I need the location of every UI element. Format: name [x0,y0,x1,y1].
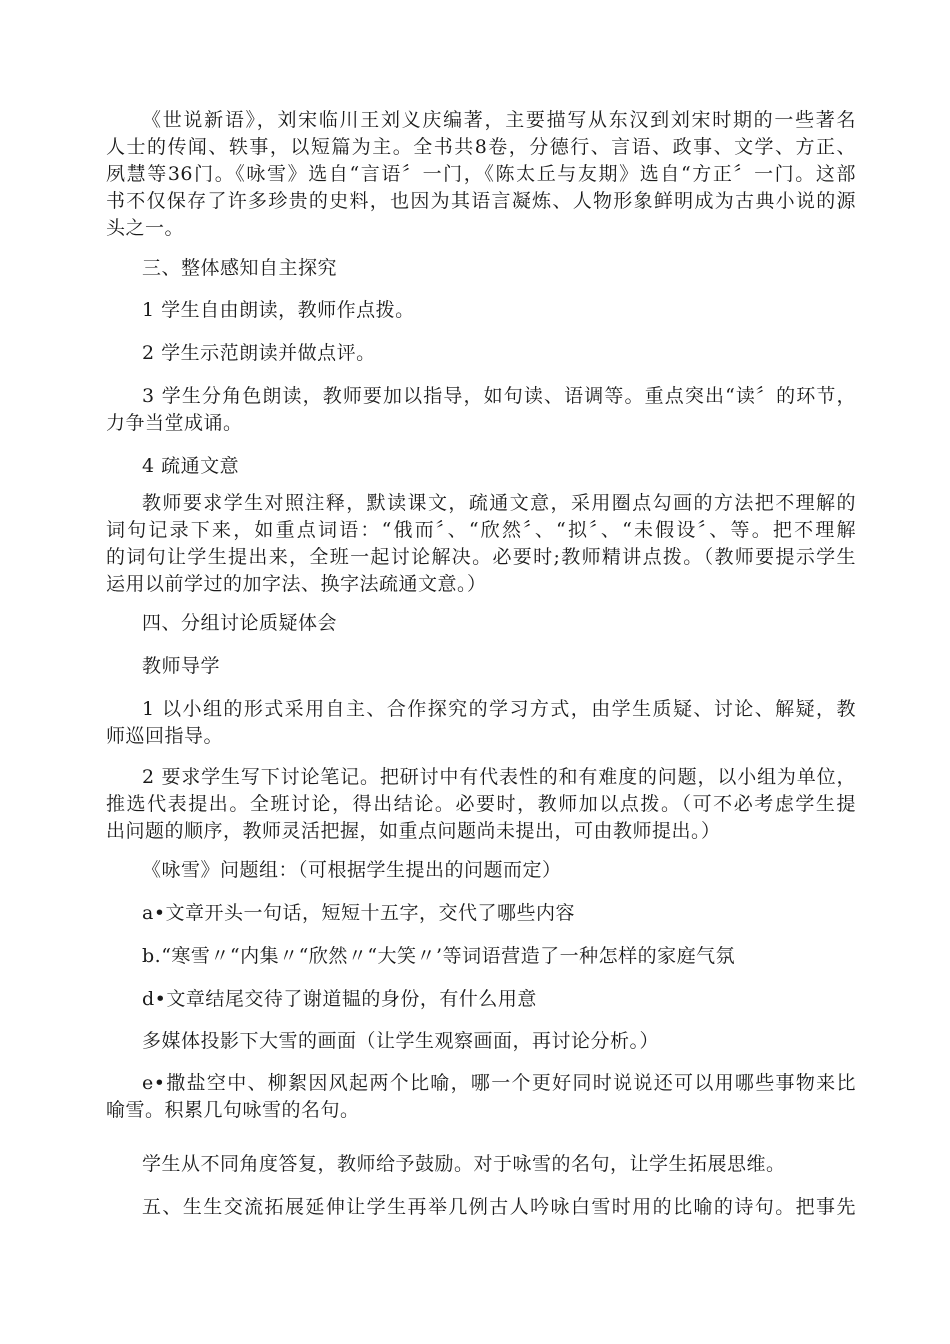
paragraph-student-answers [106,1151,856,1178]
text-line: 五、生生交流拓展延伸让学生再举几例古人吟咏白雪时用的比喻的诗句。把事先 [142,1196,856,1218]
text-line: 多媒体投影下大雪的画面（让学生观察画面，再讨论分析。） [142,1030,660,1052]
paragraph-question-b [106,943,856,970]
paragraph-multimedia [106,1028,856,1055]
paragraph-intro-shishuoxinyu [106,107,856,242]
section-heading-3 [106,255,856,282]
paragraph-question-group-title [106,857,856,884]
text-line: 运用以前学过的加字法、换字法疏通文意。） [106,573,487,595]
paragraph-question-d [106,986,856,1013]
paragraph-question-e [106,1070,856,1124]
text-line: 夙慧等36门。《咏雪》选自“言语〞一门，《陈太丘与友期》选自“方正〞一门。这部 [106,163,856,185]
text-line: 力争当堂成诵。 [106,412,243,434]
text-line: 1 以小组的形式采用自主、合作探究的学习方式，由学生质疑、讨论、解疑，教 [142,698,856,720]
text-line: 头之一。 [106,217,185,239]
text-line: 喻雪。积累几句咏雪的名句。 [106,1099,360,1121]
text-line: 出问题的顺序，教师灵活把握，如重点问题尚未提出，可由教师提出。） [106,820,721,842]
text-line: 的词句让学生提出来，全班一起讨论解决。必要时;教师精讲点拨。（教师要提示学生 [106,546,856,568]
paragraph-group-1 [106,696,856,750]
text-line: 师巡回指导。 [106,725,224,747]
paragraph-teacher-requirements [106,490,856,598]
section-heading-4 [106,610,856,637]
paragraph-step-4 [106,453,856,480]
paragraph-step-2 [106,340,856,367]
text-line: 《世说新语》，刘宋临川王刘义庆编著，主要描写从东汉到刘宋时期的一些著名 [142,109,856,131]
text-line: 人士的传闻、轶事，以短篇为主。全书共8卷，分德行、言语、政事、文学、方正、 [106,136,856,158]
text-line: 推选代表提出。全班讨论，得出结论。必要时，教师加以点拨。（可不必考虑学生提 [106,793,856,815]
text-line: 教师要求学生对照注释，默读课文，疏通文意，采用圈点勾画的方法把不理解的 [142,492,856,514]
text-line: 四、分组讨论质疑体会 [142,612,338,634]
text-line: 教师导学 [142,655,221,677]
paragraph-group-2 [106,764,856,845]
text-line: 1 学生自由朗读，教师作点拨。 [142,299,415,321]
text-line: 词句记录下来，如重点词语：“俄而〞、“欣然〞、“拟〞、“未假设〞、等。把不理解 [106,519,856,541]
paragraph-question-a [106,900,856,927]
section-heading-5 [106,1194,856,1221]
text-line: 学生从不同角度答复，教师给予鼓励。对于咏雪的名句，让学生拓展思维。 [142,1153,786,1175]
paragraph-teacher-guide [106,653,856,680]
text-line: e•撒盐空中、柳絮因风起两个比喻，哪一个更好同时说说还可以用哪些事物来比 [142,1072,856,1094]
text-line: 4 疏通文意 [142,455,240,477]
text-line: a•文章开头一句话，短短十五字，交代了哪些内容 [142,902,576,924]
paragraph-step-1 [106,297,856,324]
text-line: 3 学生分角色朗读，教师要加以指导，如句读、语调等。重点突出“读〞的环节， [142,385,856,407]
text-line: 《咏雪》问题组：（可根据学生提出的问题而定） [142,859,562,881]
text-line: 2 学生示范朗读并做点评。 [142,342,376,364]
text-line: 书不仅保存了许多珍贵的史料，也因为其语言凝炼、人物形象鲜明成为古典小说的源 [106,190,856,212]
text-line: b.“寒雪〃“内集〃“欣然〃“大笑〃’等词语营造了一种怎样的家庭气氛 [142,945,736,967]
text-line: 三、整体感知自主探究 [142,257,338,279]
text-line: 2 要求学生写下讨论笔记。把研讨中有代表性的和有难度的问题，以小组为单位， [142,766,856,788]
text-line: d•文章结尾交待了谢道韫的身份，有什么用意 [142,988,537,1010]
paragraph-step-3 [106,383,856,437]
